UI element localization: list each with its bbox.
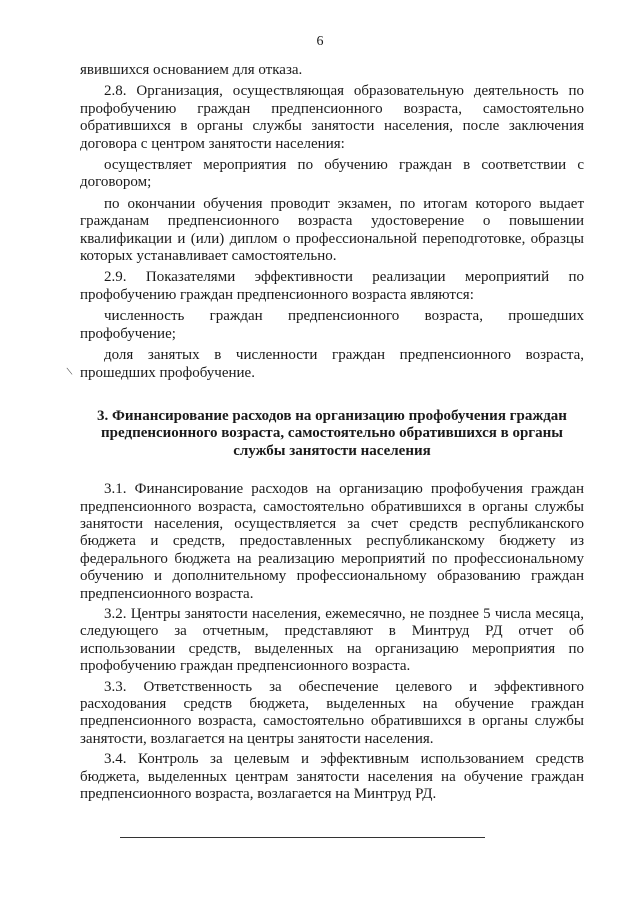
section-3-heading: 3. Финансирование расходов на организацию профобучения граждан предпенсионного возраста, самостоятельно обратившихся в органы службы занятости населения bbox=[97, 407, 567, 459]
paragraph-3-1: 3.1. Финансирование расходов на организацию профобучения граждан предпенсионного возраста, самостоятельно обратившихся в органы службы занятости населения, осуществляется за счет средств республиканского бюджета и средств, предоставленных республиканскому бюджету из федерального бюджета на реализацию мероприятий по профессиональному обучению и дополнительному профессиональному образованию граждан предпенсионного возраста. bbox=[80, 481, 584, 602]
paragraph-2-8-item-2: по окончании обучения проводит экзамен, по итогам которого выдает гражданам предпенсионного возраста удостоверение о повышении квалификации и (или) диплом о профессиональной переподготовке, образцы которых устанавливает самостоятельно. bbox=[80, 195, 584, 265]
paragraph-continuation: явившихся основанием для отказа. bbox=[80, 62, 303, 78]
paragraph-3-3: 3.3. Ответственность за обеспечение целевого и эффективного расходования средств бюджета, выделенных на обучение граждан предпенсионного возраста, самостоятельно обратившихся в органы службы занятости, возлагается на центры занятости населения. bbox=[80, 678, 584, 747]
section-3 bbox=[80, 481, 584, 803]
margin-mark: \ bbox=[65, 363, 74, 379]
document-body bbox=[80, 62, 584, 806]
paragraph-2-9-item-2: доля занятых в численности граждан предпенсионного возраста, прошедших профобучение. bbox=[80, 347, 584, 381]
paragraph-2-9-item-1: численность граждан предпенсионного возраста, прошедших профобучение; bbox=[80, 308, 584, 342]
page-number: 6 bbox=[316, 34, 324, 49]
paragraph-2-8: 2.8. Организация, осуществляющая образовательную деятельность по профобучению граждан предпенсионного возраста, самостоятельно обратившихся в органы службы занятости населения, после заключения договора с центром занятости населения: bbox=[80, 83, 584, 152]
paragraph-3-2: 3.2. Центры занятости населения, ежемесячно, не позднее 5 числа месяца, следующего за отчетным, представляют в Минтруд РД отчет об использовании средств, выделенных на организацию мероприятия по профобучению граждан предпенсионного возраста. bbox=[80, 605, 584, 675]
paragraph-3-4: 3.4. Контроль за целевым и эффективным использованием средств бюджета, выделенных центрам занятости населения на обучение граждан предпенсионного возраста, возлагается на Минтруд РД. bbox=[80, 751, 584, 803]
section-2-continuation bbox=[80, 62, 584, 382]
footer-divider bbox=[120, 837, 485, 838]
paragraph-2-9: 2.9. Показателями эффективности реализации мероприятий по профобучению граждан предпенсионного возраста являются: bbox=[80, 269, 584, 303]
paragraph-2-8-item-1: осуществляет мероприятия по обучению граждан в соответствии с договором; bbox=[80, 157, 584, 191]
